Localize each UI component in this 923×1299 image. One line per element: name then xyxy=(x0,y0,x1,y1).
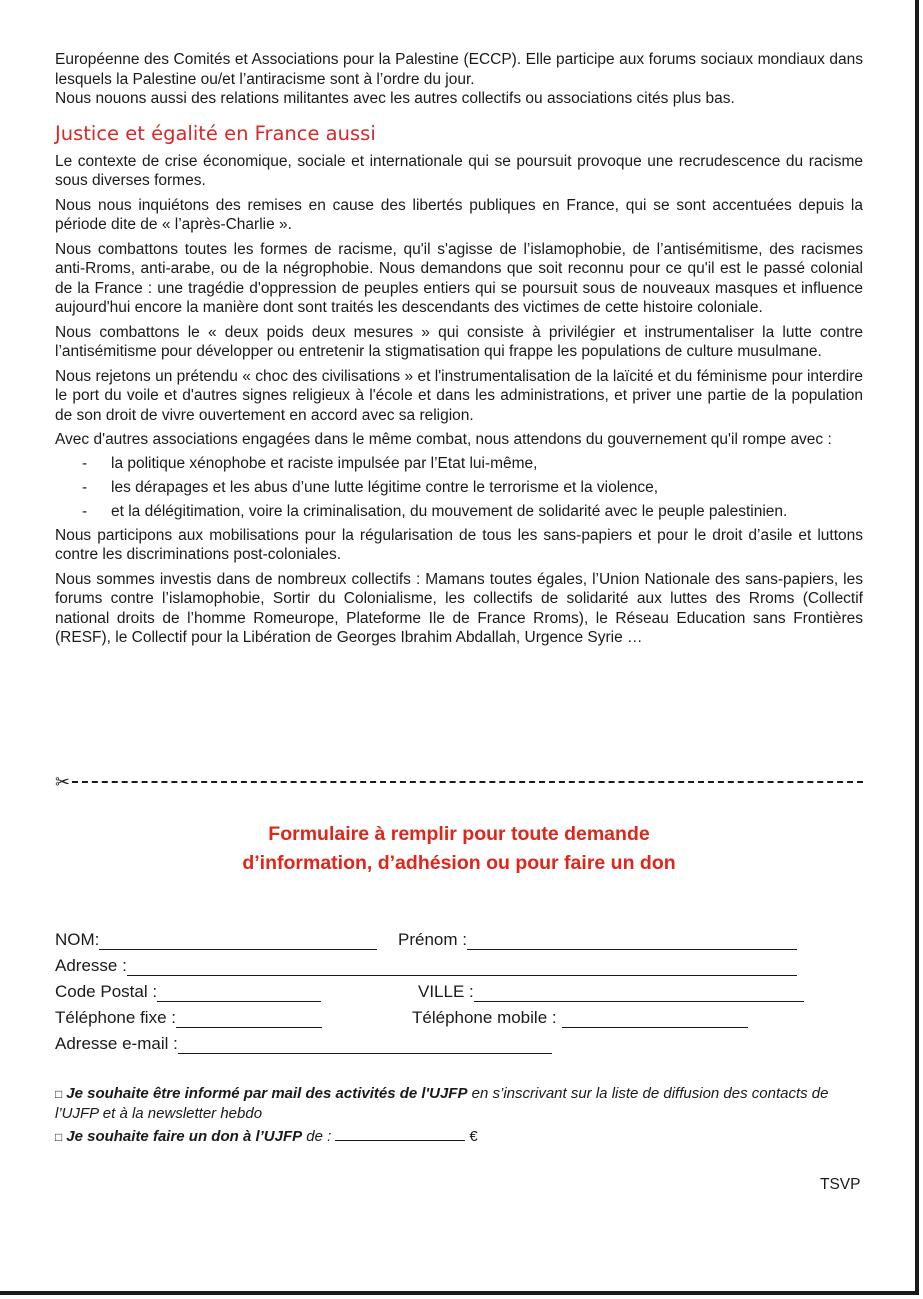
ville-field[interactable] xyxy=(418,982,804,1002)
list-item xyxy=(55,502,863,522)
donation-option-detail: de : xyxy=(302,1128,332,1145)
dash-mark: - xyxy=(82,478,88,496)
adresse-field[interactable] xyxy=(55,956,797,976)
paragraph: Le contexte de crise économique, sociale et internationale qui se poursuit provoque une recrudescence du racisme sous diverses formes. xyxy=(55,152,863,189)
newsletter-option-detail: en s’inscrivant sur la liste de diffusion des contacts de l’UJFP et à la newsletter hebdo xyxy=(55,1085,829,1122)
dashed-separator xyxy=(72,781,863,783)
paragraph: Nous combattons toutes les formes de racisme, qu'il s'agisse de l’islamophobie, de l’antisémitisme, des racismes anti-Rroms, anti-arabe, ou de la négrophobie. Nous demandons que soit reconnu pour ce qu'il est le passé colonial de la France : une tragédie d'oppression de peuples entiers qui se poursuit sous de nouveaux masques et influence aujourd'hui encore la manière dont sont traités les descendants des victimes de cette histoire coloniale. xyxy=(55,240,863,316)
paragraph: Nous rejetons un prétendu « choc des civilisations » et l'instrumentalisation de la laïcité et du féminisme pour interdire le port du voile et d'autres signes religieux à l'école et dans les administrations, et priver une partie de la population de son droit de vivre ouvertement en accord avec sa religion. xyxy=(55,367,863,424)
email-input-line[interactable] xyxy=(178,1037,552,1054)
list-item xyxy=(55,478,863,498)
tel-mobile-input-line[interactable] xyxy=(562,1011,748,1028)
document-body xyxy=(55,50,863,653)
donation-amount-line[interactable] xyxy=(335,1128,465,1141)
email-field[interactable] xyxy=(55,1034,552,1054)
tel-mobile-field[interactable] xyxy=(412,1008,748,1028)
paragraph: Nous combattons le « deux poids deux mesures » qui consiste à privilégier et instrumentaliser la lutte contre l’antisémitisme pour développer ou entretenir la stigmatisation qui frappe les populations de culture musulmane. xyxy=(55,323,863,360)
checkbox-icon[interactable]: □ xyxy=(55,1130,63,1144)
tel-mobile-label: Téléphone mobile : xyxy=(412,1008,557,1027)
paragraph: Nous sommes investis dans de nombreux collectifs : Mamans toutes égales, l’Union Nationale des sans-papiers, les forums contre l’islamophobie, Sortir du Colonialisme, les collectifs de solidarité aux luttes des Rroms (Collectif national droits de l’homme Romeurope, Plateforme Ile de France Rroms), le Réseau Education sans Frontières (RESF), le Collectif pour la Libération de Georges Ibrahim Abdallah, Urgence Syrie … xyxy=(55,570,863,646)
checkbox-icon[interactable]: □ xyxy=(55,1087,63,1101)
email-label: Adresse e-mail : xyxy=(55,1034,178,1053)
ville-label: VILLE : xyxy=(418,982,474,1001)
intro-paragraph: Nous nouons aussi des relations militantes avec les autres collectifs ou associations cités plus bas. xyxy=(55,90,735,107)
scissors-icon: ✂ xyxy=(55,771,71,793)
prenom-label: Prénom : xyxy=(398,930,467,949)
donation-option[interactable] xyxy=(55,1127,863,1147)
nom-label: NOM: xyxy=(55,930,100,949)
nom-field[interactable] xyxy=(55,930,377,950)
prenom-input-line[interactable] xyxy=(467,933,797,950)
adresse-label: Adresse : xyxy=(55,956,127,975)
newsletter-option[interactable] xyxy=(55,1084,863,1123)
tel-fixe-label: Téléphone fixe : xyxy=(55,1008,176,1027)
intro-paragraph: Européenne des Comités et Associations pour la Palestine (ECCP). Elle participe aux forums sociaux mondiaux dans lesquels la Palestine ou/et l’antiracisme sont à l’ordre du jour. xyxy=(55,51,863,88)
nom-input-line[interactable] xyxy=(99,933,377,950)
paragraph: Nous participons aux mobilisations pour la régularisation de tous les sans-papiers et pour le droit d’asile et luttons contre les discriminations post-coloniales. xyxy=(55,526,863,563)
adresse-input-line[interactable] xyxy=(127,959,797,976)
cut-line xyxy=(55,770,863,794)
form-title-line: d’information, d’adhésion ou pour faire un don xyxy=(242,852,676,874)
form-title xyxy=(55,820,863,878)
section-heading: Justice et égalité en France aussi xyxy=(55,121,376,145)
tel-fixe-field[interactable] xyxy=(55,1008,322,1028)
donation-option-label: Je souhaite faire un don à l’UJFP xyxy=(66,1128,303,1145)
currency-symbol: € xyxy=(469,1128,478,1145)
list-item-text: et la délégitimation, voire la criminalisation, du mouvement de solidarité avec le peuple palestinien. xyxy=(111,502,788,520)
tsvp-note: TSVP xyxy=(820,1176,861,1193)
code-postal-input-line[interactable] xyxy=(157,985,321,1002)
paragraph: Avec d'autres associations engagées dans le même combat, nous attendons du gouvernement qu'il rompe avec : xyxy=(55,431,832,448)
list-item xyxy=(55,454,863,474)
intro-text xyxy=(55,50,863,109)
prenom-field[interactable] xyxy=(398,930,797,950)
dash-mark: - xyxy=(82,454,88,472)
code-postal-label: Code Postal : xyxy=(55,982,158,1001)
tel-fixe-input-line[interactable] xyxy=(176,1011,322,1028)
newsletter-option-label: Je souhaite être informé par mail des activités de l'UJFP xyxy=(66,1085,468,1102)
paragraph: Nous nous inquiétons des remises en cause des libertés publiques en France, qui se sont accentuées depuis la période dite de « l’après-Charlie ». xyxy=(55,196,863,233)
dash-mark: - xyxy=(82,502,88,520)
demands-list xyxy=(55,454,863,522)
form-title-line: Formulaire à remplir pour toute demande xyxy=(268,823,650,845)
ville-input-line[interactable] xyxy=(474,985,804,1002)
list-item-text: la politique xénophobe et raciste impulsée par l’Etat lui-même, xyxy=(111,454,538,472)
code-postal-field[interactable] xyxy=(55,982,321,1002)
list-item-text: les dérapages et les abus d’une lutte légitime contre le terrorisme et la violence, xyxy=(111,478,659,496)
